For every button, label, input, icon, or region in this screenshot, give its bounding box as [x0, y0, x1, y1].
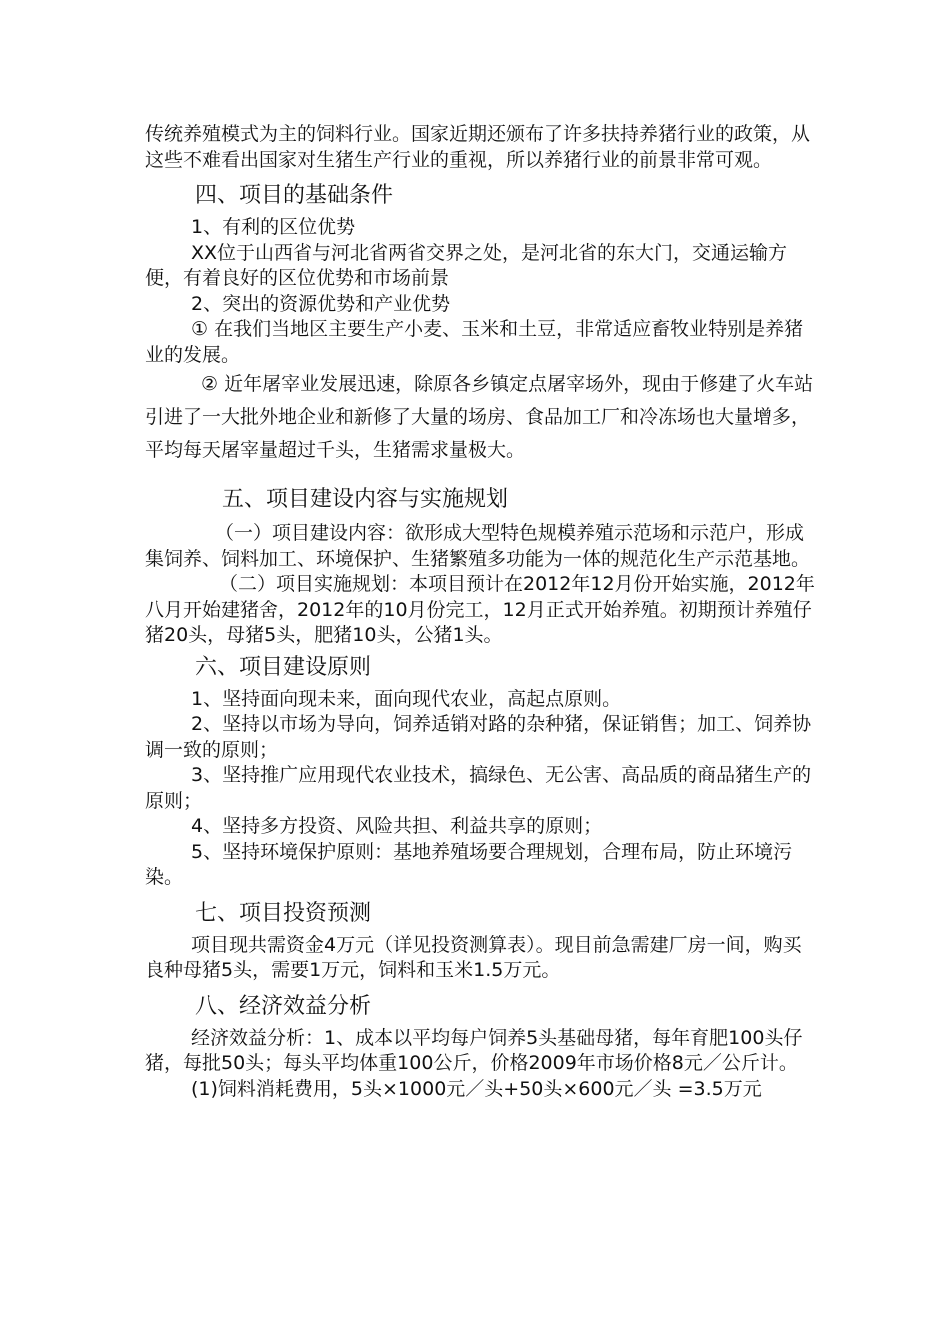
section-8-paragraph-1: 经济效益分析：1、成本以平均每户饲养5头基础母猪，每年育肥100头仔猪，每批50头；每头平均体重100公斤，价格2009年市场价格8元／公斤计。 [145, 1026, 803, 1074]
principle-item-3: 3、坚持推广应用现代农业技术，搞绿色、无公害、高品质的商品猪生产的原则； [145, 764, 812, 812]
document-page [145, 122, 815, 1102]
section-8-heading: 八、经济效益分析 [195, 993, 372, 1019]
section-4-paragraph-3: ② 近年屠宰业发展迅速，除原各乡镇定点屠宰场外，现由于修建了火车站引进了一大批外地企业和新修了大量的场房、食品加工厂和冷冻场也大量增多，平均每天屠宰量超过千头，生猪需求量极大。 [145, 373, 814, 461]
section-5-heading: 五、项目建设内容与实施规划 [222, 487, 509, 512]
section-5-paragraph-2: （二）项目实施规划：本项目预计在2012年12月份开始实施，2012年八月开始建猪舍，2012年的10月份完工，12月正式开始养殖。初期预计养殖仔猪20头，母猪5头，肥猪10头，公猪1头。 [145, 573, 815, 646]
section-8-paragraph-2: (1)饲料消耗费用，5头×1000元／头+50头×600元／头 =3.5万元 [191, 1077, 762, 1100]
section-7-paragraph-1: 项目现共需资金4万元（详见投资测算表）。现目前急需建厂房一间，购买良种母猪5头，需要1万元，饲料和玉米1.5万元。 [145, 933, 802, 981]
section-5-paragraph-1: （一）项目建设内容：欲形成大型特色规模养殖示范场和示范户，形成集饲养、饲料加工、环境保护、生猪繁殖多功能为一体的规范化生产示范基地。 [145, 522, 811, 570]
section-4-heading: 四、项目的基础条件 [195, 183, 394, 208]
intro-paragraph: 传统养殖模式为主的饲料行业。国家近期还颁布了许多扶持养猪行业的政策，从这些不难看出国家对生猪生产行业的重视，所以养猪行业的前景非常可观。 [145, 123, 811, 171]
section-4-paragraph-2: ① 在我们当地区主要生产小麦、玉米和土豆，非常适应畜牧业特别是养猪业的发展。 [145, 318, 804, 366]
section-4-subheading-2: 2、突出的资源优势和产业优势 [191, 292, 451, 315]
section-4-paragraph-1: XX位于山西省与河北省两省交界之处，是河北省的东大门，交通运输方便，有着良好的区位优势和市场前景 [145, 241, 788, 289]
principle-item-2: 2、坚持以市场为导向，饲养适销对路的杂种猪，保证销售；加工、饲养协调一致的原则； [145, 713, 812, 761]
principle-item-1: 1、坚持面向现未来，面向现代农业，高起点原则。 [191, 687, 622, 710]
section-4-subheading-1: 1、有利的区位优势 [191, 216, 356, 238]
section-6-heading: 六、项目建设原则 [195, 654, 372, 680]
principle-item-4: 4、坚持多方投资、风险共担、利益共享的原则； [191, 815, 603, 837]
section-7-heading: 七、项目投资预测 [195, 900, 372, 926]
principle-item-5: 5、坚持环境保护原则：基地养殖场要合理规划，合理布局，防止环境污染。 [145, 840, 793, 888]
